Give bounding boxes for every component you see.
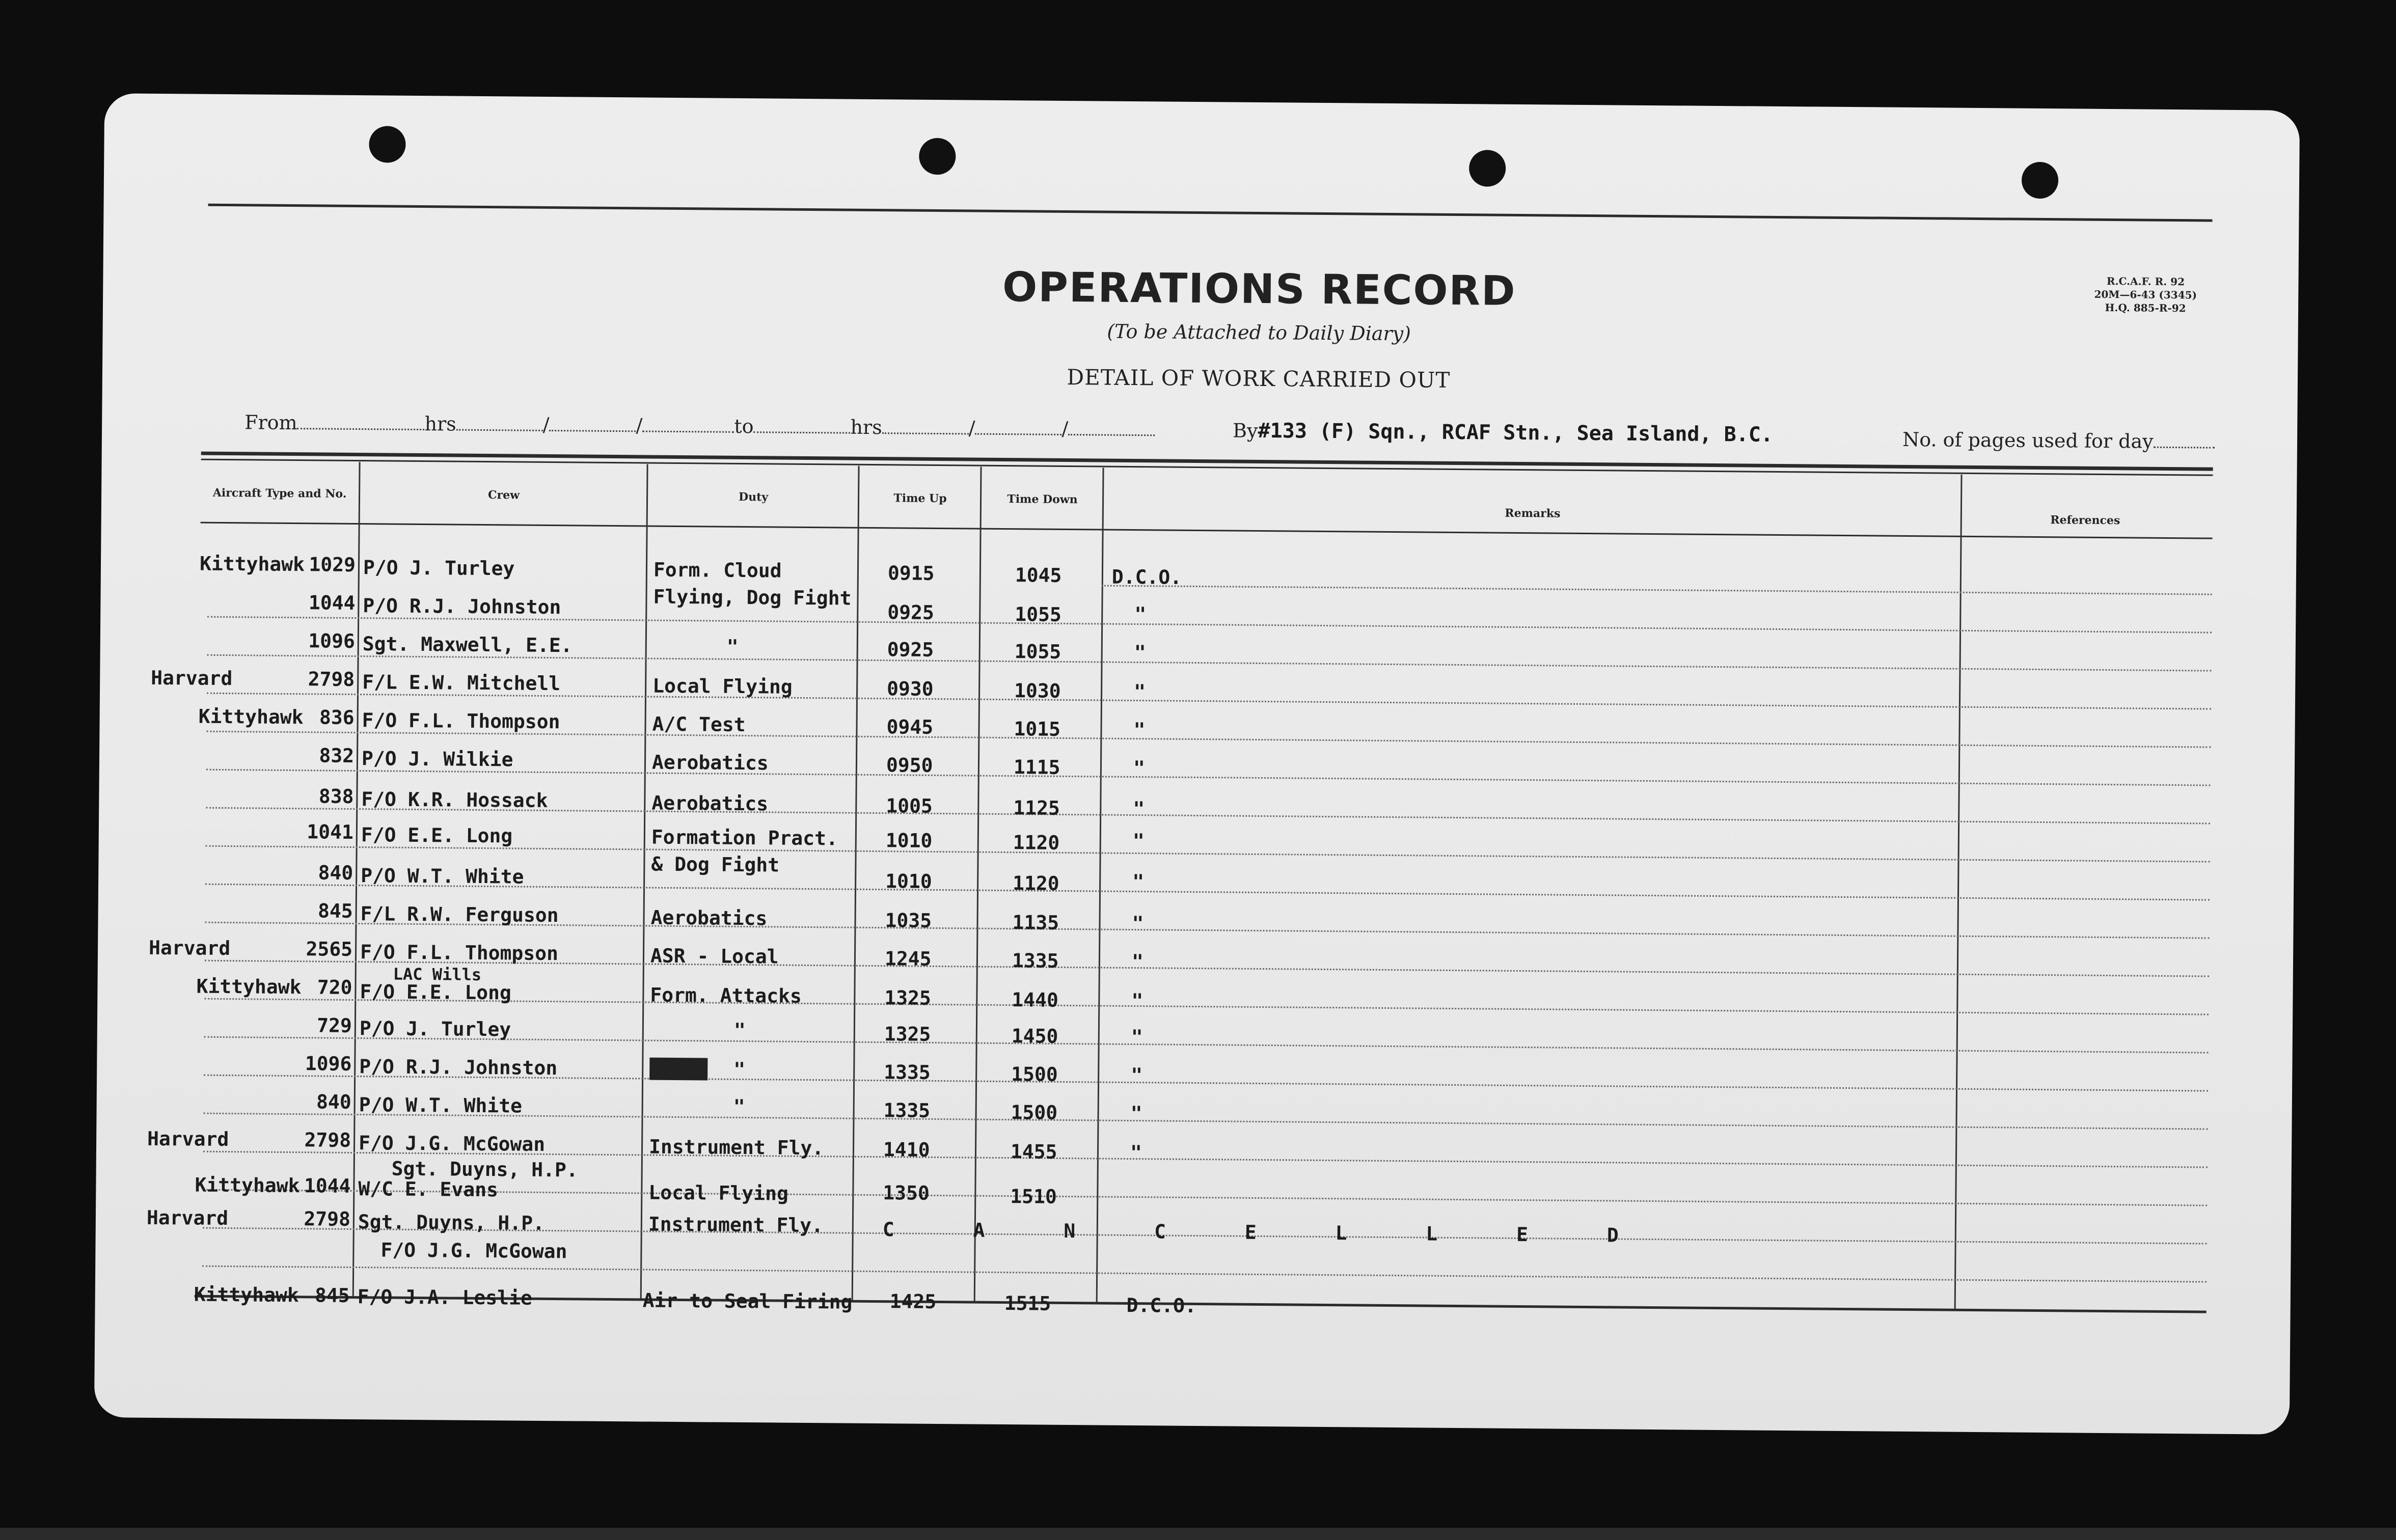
- remarks: ": [1133, 757, 1145, 780]
- aircraft-no: 836: [319, 706, 355, 729]
- col-divider: [352, 462, 361, 1297]
- aircraft-no: 840: [316, 1090, 351, 1113]
- time-up: 1010: [885, 870, 932, 893]
- aircraft-no: 832: [319, 744, 355, 767]
- remarks: ": [1131, 989, 1143, 1012]
- aircraft-no: 1041: [307, 820, 354, 843]
- duty: Flying, Dog Fight: [653, 585, 852, 610]
- remarks: ": [1131, 1064, 1143, 1087]
- to-label: to: [734, 415, 754, 438]
- duty: Air to Seal Firing: [642, 1289, 853, 1313]
- aircraft-type: [152, 590, 305, 591]
- slash: /: [968, 417, 975, 439]
- time-down: 1455: [1010, 1140, 1057, 1163]
- duty: ": [733, 1058, 746, 1081]
- row-guides: [104, 93, 2300, 111]
- col-divider: [974, 467, 982, 1302]
- aircraft-no: 1044: [308, 591, 356, 615]
- cancelled-stamp: C A N C E L L E D: [882, 1218, 1652, 1247]
- crew: F/O F.L. Thompson: [362, 709, 560, 733]
- remarks: ": [1130, 1102, 1142, 1125]
- remarks: ": [1133, 680, 1146, 703]
- crew: F/O F.L. Thompson: [360, 941, 559, 965]
- col-divider: [640, 464, 648, 1299]
- time-down: 1120: [1012, 872, 1059, 895]
- crew: P/O W.T. White: [361, 864, 524, 888]
- scan-bottom-edge: [0, 1528, 2396, 1540]
- punch-hole: [2022, 162, 2059, 199]
- aircraft-type: [150, 819, 303, 820]
- hrs-label: hrs: [424, 413, 456, 435]
- col-duty: Duty: [738, 490, 769, 504]
- time-down: 1015: [1014, 718, 1061, 740]
- slash: /: [1061, 417, 1069, 440]
- time-down: 1500: [1011, 1101, 1058, 1124]
- col-divider: [1954, 475, 1963, 1310]
- by-label: By: [1232, 419, 1258, 442]
- punch-hole: [1469, 150, 1506, 187]
- col-references: References: [2050, 513, 2120, 528]
- aircraft-type: Kittyhawk: [196, 975, 302, 999]
- aircraft-no: 2798: [304, 1207, 351, 1230]
- crew: P/O J. Turley: [363, 556, 515, 580]
- aircraft-type: [150, 784, 303, 785]
- aircraft-type: [148, 1089, 301, 1090]
- slash: /: [542, 413, 550, 436]
- duty: Form. Attacks: [650, 983, 802, 1007]
- hrs-label: hrs: [850, 416, 882, 439]
- time-down: 1120: [1013, 831, 1060, 854]
- time-down: 1135: [1012, 911, 1059, 934]
- crew: F/O J.G. McGowan: [358, 1132, 546, 1156]
- crew: F/O E.E. Long: [360, 980, 512, 1004]
- remarks: ": [1132, 830, 1145, 853]
- crew-note: LAC Wills: [393, 964, 482, 984]
- aircraft-no: 1096: [308, 629, 356, 653]
- crew: F/L E.W. Mitchell: [362, 671, 561, 695]
- duty: Aerobatics: [651, 751, 769, 775]
- time-up: 1335: [884, 1061, 931, 1084]
- duty-struck-out: XXXXX: [649, 1057, 708, 1081]
- duty: Local Flying: [652, 674, 793, 698]
- crew: Sgt. Maxwell, E.E.: [362, 632, 573, 657]
- aircraft-no: 720: [317, 976, 352, 999]
- time-up: 1005: [886, 794, 933, 817]
- top-rule: [208, 204, 2213, 222]
- crew: F/O J.G. McGowan: [380, 1239, 567, 1263]
- time-up: 0930: [886, 677, 934, 700]
- slash: /: [636, 414, 643, 437]
- crew: F/O K.R. Hossack: [361, 788, 548, 812]
- aircraft-type: Kittyhawk: [194, 1283, 299, 1307]
- time-down: 1115: [1013, 756, 1060, 779]
- form-detail-heading: DETAIL OF WORK CARRIED OUT: [1067, 364, 1451, 393]
- from-to-line: [244, 411, 1263, 442]
- aircraft-no: 2565: [306, 938, 353, 960]
- remarks: ": [1131, 1026, 1143, 1049]
- aircraft-type: [149, 860, 302, 861]
- pages-used: [1902, 428, 2215, 453]
- remarks: ": [1131, 950, 1144, 973]
- header-underline: [201, 522, 2213, 539]
- crew: P/O W.T. White: [359, 1093, 523, 1117]
- duty: ASR - Local: [650, 944, 779, 968]
- remarks: ": [1132, 912, 1144, 935]
- aircraft-type: [151, 628, 304, 629]
- duty: ": [726, 635, 739, 658]
- time-down: 1515: [1004, 1292, 1051, 1315]
- aircraft-no: 1029: [309, 553, 356, 576]
- remarks: D.C.O.: [1126, 1294, 1197, 1317]
- time-up: 0915: [887, 562, 935, 585]
- aircraft-type: Harvard: [147, 1127, 229, 1151]
- col-divider: [1096, 468, 1104, 1303]
- aircraft-no: 2798: [304, 1129, 351, 1151]
- duty: Instrument Fly.: [648, 1213, 824, 1237]
- time-up: 1035: [885, 909, 932, 932]
- col-crew: Crew: [487, 488, 520, 502]
- aircraft-type: [150, 743, 303, 744]
- crew: W/C E. Evans: [358, 1177, 499, 1201]
- time-down: 1440: [1012, 988, 1059, 1011]
- from-label: From: [244, 411, 297, 434]
- aircraft-no: 1096: [305, 1052, 352, 1075]
- time-up: 1010: [885, 829, 933, 852]
- crew: F/O E.E. Long: [361, 823, 513, 847]
- time-up: 1325: [884, 986, 932, 1009]
- time-up: 1335: [883, 1099, 931, 1122]
- pages-label: No. of pages used for day: [1902, 428, 2154, 453]
- aircraft-no: 838: [318, 785, 354, 808]
- aircraft-no: 840: [318, 861, 353, 884]
- operations-record-card: [94, 93, 2300, 1435]
- col-divider: [852, 466, 860, 1301]
- time-up: 1325: [884, 1023, 931, 1046]
- duty: Aerobatics: [650, 906, 768, 930]
- time-down: 1450: [1011, 1025, 1058, 1048]
- time-up: 0945: [886, 716, 934, 738]
- duty: Aerobatics: [651, 791, 769, 815]
- col-time-down: Time Down: [1007, 492, 1078, 507]
- time-up: 1425: [889, 1290, 937, 1313]
- duty: ": [733, 1095, 745, 1118]
- aircraft-no: 1044: [304, 1174, 351, 1197]
- crew: F/L R.W. Ferguson: [360, 902, 559, 927]
- col-remarks: Remarks: [1505, 506, 1561, 520]
- remarks: ": [1132, 870, 1145, 893]
- time-down: 1335: [1012, 949, 1059, 972]
- aircraft-no: 729: [317, 1014, 352, 1037]
- duty: Local Flying: [648, 1181, 789, 1205]
- time-up: 1350: [883, 1181, 930, 1204]
- crew: P/O R.J. Johnston: [363, 594, 561, 619]
- form-subtitle: (To be Attached to Daily Diary): [1107, 320, 1411, 345]
- time-down: 1055: [1015, 603, 1061, 626]
- crew: P/O R.J. Johnston: [359, 1055, 558, 1080]
- time-up: 1410: [883, 1138, 930, 1161]
- aircraft-no: 2798: [308, 668, 355, 691]
- time-up: 0950: [886, 754, 933, 777]
- time-down: 1030: [1014, 679, 1061, 702]
- remarks: ": [1130, 1141, 1142, 1164]
- remarks: ": [1134, 641, 1146, 664]
- time-up: 1245: [884, 947, 932, 970]
- crew: P/O J. Turley: [359, 1017, 511, 1041]
- form-code: R.C.A.F. R. 92 20M—6-43 (3345) H.Q. 885-R-92: [2094, 274, 2197, 315]
- crew-note: Sgt. Duyns, H.P.: [391, 1157, 578, 1181]
- col-time-up: Time Up: [893, 491, 947, 506]
- aircraft-type: Harvard: [146, 1206, 229, 1230]
- duty: & Dog Fight: [651, 853, 780, 876]
- crew: F/O J.A. Leslie: [357, 1285, 533, 1309]
- aircraft-type: Kittyhawk: [199, 552, 305, 576]
- aircraft-type: Harvard: [148, 936, 231, 960]
- punch-hole: [919, 138, 956, 175]
- time-down: 1045: [1015, 564, 1062, 587]
- aircraft-type: [149, 898, 302, 899]
- form-title: OPERATIONS RECORD: [1002, 263, 1516, 315]
- aircraft-type: Kittyhawk: [195, 1173, 300, 1197]
- aircraft-no: 845: [314, 1284, 350, 1307]
- remarks: ": [1134, 603, 1147, 626]
- col-aircraft: Aircraft Type and No.: [212, 486, 347, 501]
- time-down: 1500: [1011, 1063, 1058, 1086]
- aircraft-type: [148, 1013, 301, 1014]
- aircraft-type: Harvard: [151, 666, 233, 690]
- crew: Sgt. Duyns, H.P.: [358, 1211, 545, 1234]
- punch-hole: [369, 126, 406, 163]
- time-down: 1125: [1013, 796, 1060, 819]
- duty: Form. Cloud: [653, 558, 782, 582]
- time-down: 1055: [1014, 640, 1061, 663]
- time-up: 0925: [887, 601, 935, 624]
- remarks: ": [1133, 798, 1145, 820]
- aircraft-type: Kittyhawk: [198, 705, 304, 729]
- time-up: 0925: [887, 638, 934, 661]
- time-down: 1510: [1010, 1185, 1057, 1208]
- crew: P/O J. Wilkie: [361, 747, 513, 771]
- by-line: [1233, 419, 1773, 447]
- remarks: D.C.O.: [1111, 565, 1182, 589]
- by-value: #133 (F) Sqn., RCAF Stn., Sea Island, B.C.: [1258, 419, 1774, 447]
- remarks: ": [1133, 719, 1146, 741]
- duty: A/C Test: [652, 712, 746, 736]
- aircraft-type: [148, 1051, 301, 1052]
- aircraft-no: 845: [317, 899, 353, 922]
- duty: ": [733, 1019, 746, 1042]
- duty: Instrument Fly.: [648, 1135, 824, 1160]
- duty: Formation Pract.: [651, 826, 838, 850]
